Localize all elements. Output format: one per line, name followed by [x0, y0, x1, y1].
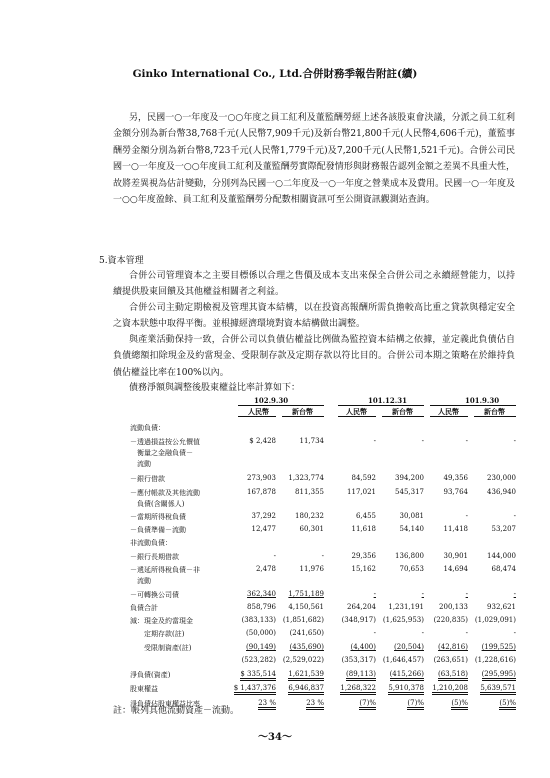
cell-value: 49,356: [443, 474, 468, 482]
cell-value: 1,231,191: [388, 603, 424, 611]
cell-value: 11,418: [443, 525, 468, 533]
cell-value: 362,340: [247, 590, 276, 598]
cell-value: -: [373, 437, 376, 445]
page-header: Ginko International Co., Ltd.合併財務季報告附註(續): [132, 68, 418, 80]
cell-value: -: [421, 629, 424, 637]
table-row: [130, 603, 515, 614]
cell-value: (89,113): [346, 670, 376, 681]
cell-value: (353,317): [341, 656, 376, 664]
table-row: [130, 499, 515, 510]
table-row: [130, 552, 515, 563]
cell-value: (1,646,457): [382, 656, 424, 664]
cell-value: -: [421, 590, 424, 598]
cell-value: 1,210,208: [432, 684, 468, 695]
paragraph-bonus: 另，民國一○一年度及一○○年度之員工紅利及董監酬勞經上述各該股東會決議，分派之員工紅利金額分別為新台幣38,768千元(人民幣7,909千元)及新台幣21,800千元(人民幣4,606千元)，董監事酬勞金額分別為新台幣8,723千元(人民幣1,779千元)及7,200千元(人民幣1,521千元)。合併公司民國一○一年度及一○○年度員工紅利及董監酬勞實際配發情形與財務報告認列金額之差異不具重大性，故將差異視為估計變動，分別列為民國一○二年度及一○一年度之營業成本及費用。民國一○一年度及一○○年度盈餘、員工紅利及董監酬勞分配數相關資訊可至公開資訊觀測站查詢。: [113, 113, 515, 206]
cell-value: -: [465, 629, 468, 637]
cell-value: 11,734: [299, 437, 324, 445]
cell-value: 53,207: [491, 525, 516, 533]
cell-value: 37,292: [251, 512, 276, 520]
cell-value: (241,650): [289, 629, 324, 637]
section-title: 5.資本管理: [99, 256, 144, 266]
cell-value: 144,000: [487, 552, 516, 560]
cell-value: -: [513, 629, 516, 637]
cell-value: (415,266): [390, 670, 424, 681]
cell-value: (295,995): [482, 670, 516, 681]
cell-value: (199,525): [481, 643, 516, 651]
table-row: [130, 437, 515, 448]
cell-value: 1,323,774: [288, 474, 324, 482]
cell-value: (4,400): [350, 643, 376, 651]
cell-value: $ 1,437,376: [234, 684, 276, 695]
cell-value: 117,021: [347, 488, 376, 496]
cell-value: 200,133: [439, 603, 468, 611]
row-label: －遞延所得稅負債－非: [130, 566, 200, 574]
cell-value: 2,478: [255, 565, 276, 573]
row-label: 流動: [130, 577, 151, 585]
row-label: 受限制資產(註): [130, 644, 192, 652]
cell-value: 167,878: [247, 488, 276, 496]
cell-value: (220,835): [433, 616, 468, 624]
cell-value: 14,694: [443, 565, 468, 573]
table-row: [130, 565, 515, 576]
currency-header-5: 人民幣: [438, 407, 459, 416]
row-label: －透過損益按公允價值: [130, 438, 200, 446]
cell-value: 29,356: [351, 552, 376, 560]
cell-value: 12,477: [251, 525, 276, 533]
cell-value: (383,133): [241, 616, 276, 624]
cell-value: (348,917): [341, 616, 376, 624]
row-label: －當期所得稅負債: [130, 513, 186, 521]
cell-value: (7)%: [407, 699, 424, 710]
row-label: 淨負債(資產): [130, 671, 171, 679]
row-label: －負債準備－流動: [130, 526, 186, 534]
cell-value: 5,639,571: [480, 684, 516, 695]
cell-value: -: [373, 629, 376, 637]
paragraph-capital-3: 與產業活動保持一致，合併公司以負債佔權益比例做為監控資本結構之依據，並定義此負債佔自負債總額扣除現金及約當現金、受限制存款及定期存款以符比目的。合併公司本期之策略在於維持負債佔權益比率在100%以內。: [113, 335, 515, 378]
cell-value: 436,940: [487, 488, 516, 496]
cell-value: -: [321, 552, 324, 560]
cell-value: (1,851,682): [282, 616, 324, 624]
table-row: [130, 474, 515, 485]
cell-value: 30,081: [399, 512, 424, 520]
cell-value: 1,751,189: [288, 590, 324, 598]
table-row: [130, 643, 515, 654]
cell-value: 180,232: [295, 512, 324, 520]
cell-value: (63,518): [438, 670, 468, 681]
cell-value: 545,317: [395, 488, 424, 496]
table-footnote: 註：帳列其他流動資產－流動。: [113, 706, 240, 716]
cell-value: (5)%: [499, 699, 516, 710]
cell-value: 93,764: [443, 488, 468, 496]
cell-value: (435,690): [289, 643, 324, 651]
cell-value: 6,455: [355, 512, 376, 520]
row-label: 負債合計: [130, 604, 158, 612]
cell-value: 230,000: [487, 474, 516, 482]
cell-value: -: [513, 437, 516, 445]
cell-value: 5,910,378: [388, 684, 424, 695]
currency-header-2: 新台幣: [292, 407, 313, 416]
cell-value: 54,140: [399, 525, 424, 533]
cell-value: 1,268,322: [340, 684, 376, 695]
cell-value: 1,621,539: [288, 670, 324, 681]
cell-value: (50,000): [246, 629, 276, 637]
row-label: 流動負債：: [130, 424, 165, 432]
cell-value: (42,816): [438, 643, 468, 651]
table-row: [130, 684, 515, 695]
row-label: 定期存款(註): [130, 630, 185, 638]
table-row: [130, 459, 515, 470]
paragraph-capital-2: 合併公司主動定期檢視及管理其資本結構，以在投資高報酬所需負擔較高比重之貸款與穩定安全之資本狀態中取得平衡。並根據經濟環境對資本結構做出調整。: [113, 303, 515, 330]
row-label: 流動: [130, 460, 151, 468]
row-label: 負債(含關係人): [130, 500, 185, 508]
row-label: 減：現金及約當現金: [130, 617, 193, 625]
cell-value: 23 %: [306, 699, 324, 710]
cell-value: (7)%: [359, 699, 376, 710]
cell-value: 4,150,561: [288, 603, 324, 611]
cell-value: (2,529,022): [282, 656, 324, 664]
table-row: [130, 448, 515, 459]
cell-value: 23 %: [258, 699, 276, 710]
page-number: ～34～: [258, 732, 292, 743]
table-row: [130, 656, 515, 667]
period-header-3: 101.9.30: [465, 396, 500, 405]
cell-value: 15,162: [351, 565, 376, 573]
cell-value: $ 335,514: [240, 670, 276, 681]
table-row: [130, 423, 515, 434]
cell-value: 932,621: [487, 603, 516, 611]
cell-value: (90,149): [246, 643, 276, 651]
table-row: [130, 525, 515, 536]
cell-value: (1,625,953): [382, 616, 424, 624]
table-row: [130, 488, 515, 499]
cell-value: (263,651): [433, 656, 468, 664]
currency-header-4: 新台幣: [392, 407, 413, 416]
cell-value: -: [421, 437, 424, 445]
table-row: [130, 629, 515, 640]
row-label: 衡量之金融負債－: [130, 449, 193, 457]
cell-value: 858,796: [247, 603, 276, 611]
period-header-1: 102.9.30: [254, 396, 289, 405]
paragraph-capital-4: 債務淨額與調整後股東權益比率計算如下：: [129, 383, 301, 393]
table-row: [130, 512, 515, 523]
cell-value: $ 2,428: [249, 437, 276, 445]
cell-value: 273,903: [247, 474, 276, 482]
cell-value: 11,976: [299, 565, 324, 573]
table-row: [130, 576, 515, 587]
table-row: [130, 590, 515, 601]
cell-value: 60,301: [299, 525, 324, 533]
cell-value: 264,204: [347, 603, 376, 611]
cell-value: 84,592: [351, 474, 376, 482]
cell-value: 30,901: [443, 552, 468, 560]
cell-value: -: [465, 512, 468, 520]
table-row: [130, 538, 515, 549]
row-label: －應付帳款及其他流動: [130, 489, 200, 497]
currency-header-6: 新台幣: [484, 407, 505, 416]
cell-value: 136,800: [395, 552, 424, 560]
cell-value: 68,474: [491, 565, 516, 573]
cell-value: -: [465, 590, 468, 598]
cell-value: -: [273, 552, 276, 560]
currency-header-1: 人民幣: [248, 407, 269, 416]
cell-value: (1,228,616): [474, 656, 516, 664]
cell-value: -: [465, 437, 468, 445]
row-label: 股東權益: [130, 685, 158, 693]
row-label: 淨負債佔股東權益比率: [130, 700, 200, 708]
cell-value: -: [373, 590, 376, 598]
cell-value: (1,029,091): [474, 616, 516, 624]
cell-value: 811,355: [295, 488, 324, 496]
cell-value: (5)%: [451, 699, 468, 710]
row-label: －可轉換公司債: [130, 591, 179, 599]
cell-value: -: [513, 590, 516, 598]
cell-value: 6,946,837: [288, 684, 324, 695]
cell-value: (523,282): [241, 656, 276, 664]
currency-header-3: 人民幣: [346, 407, 367, 416]
row-label: 非流動負債：: [130, 539, 172, 547]
cell-value: -: [513, 512, 516, 520]
table-row: [130, 670, 515, 681]
paragraph-capital-1: 合併公司管理資本之主要目標係以合理之售價及成本支出來保全合併公司之永續經營能力，以持續提供股東回饋及其他權益相關者之利益。: [113, 271, 515, 298]
period-header-2: 101.12.31: [368, 396, 407, 405]
cell-value: 11,618: [351, 525, 376, 533]
cell-value: 394,200: [395, 474, 424, 482]
row-label: －銀行長期借款: [130, 553, 179, 561]
cell-value: (20,504): [394, 643, 424, 651]
row-label: －銀行借款: [130, 475, 165, 483]
table-row: [130, 616, 515, 627]
cell-value: 70,653: [399, 565, 424, 573]
